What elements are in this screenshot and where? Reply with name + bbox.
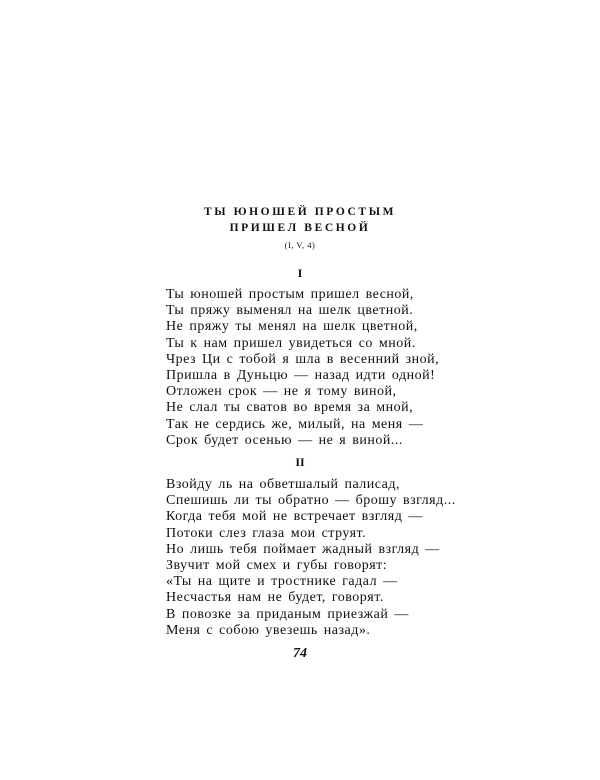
stanza-2 (166, 477, 456, 639)
stanza-1 (166, 287, 439, 449)
verse-line: Отложен срок — не я тому виной, (166, 384, 397, 400)
verse-line: Не пряжу ты менял на шелк цветной, (166, 319, 418, 335)
verse-line: Так не сердись же, милый, на меня — (166, 416, 424, 432)
verse-line: Несчастья нам не будет, говорят. (166, 590, 384, 606)
page-number: 74 (293, 646, 307, 661)
verse-line: Чрез Ци с тобой я шла в весенний зной, (166, 351, 440, 367)
section-numeral: II (295, 455, 305, 469)
verse-line: Пришла в Дуньцю — назад идти одной! (166, 368, 436, 384)
verse-line: «Ты на щите и тростнике гадал — (166, 574, 398, 590)
source-reference: (I, V, 4) (284, 240, 316, 250)
verse-line: Потоки слез глаза мои струят. (166, 525, 367, 541)
verse-line: Взойду ль на обветшалый палисад, (166, 477, 400, 492)
verse-line: Звучит мой смех и губы говорят: (166, 558, 388, 574)
verse-line: Когда тебя мой не встречает взгляд — (166, 509, 423, 525)
poem-title (0, 204, 600, 236)
verse-line: Меня с собою увезешь назад». (166, 622, 371, 638)
verse-line: Спешишь ли ты обратно — брошу взгляд... (166, 493, 456, 509)
verse-line: Ты пряжу выменял на шелк цветной. (166, 303, 414, 319)
poem-title-line: ПРИШЕЛ ВЕСНОЙ (229, 222, 371, 234)
poem-title-line: ТЫ ЮНОШЕЙ ПРОСТЫМ (203, 206, 397, 218)
verse-line: Не слал ты сватов во время за мной, (166, 400, 414, 416)
section-numeral: I (297, 266, 303, 280)
verse-line: В повозке за приданым приезжай — (166, 606, 409, 622)
verse-line: Ты юношей простым пришел весной, (166, 287, 414, 302)
verse-line: Срок будет осенью — не я виной... (166, 432, 403, 448)
verse-line: Но лишь тебя поймает жадный взгляд — (166, 541, 440, 557)
verse-line: Ты к нам пришел увидеться со мной. (166, 335, 416, 351)
